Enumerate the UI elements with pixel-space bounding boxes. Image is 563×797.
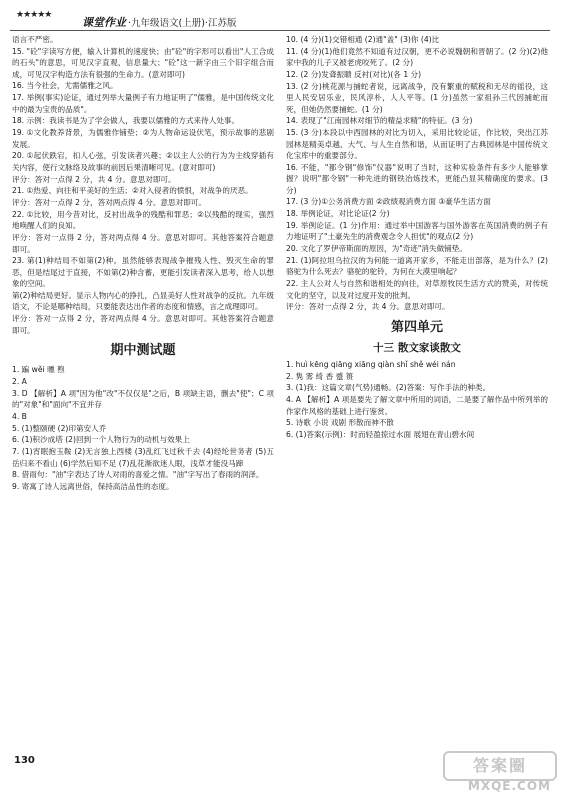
answer-line: 2. A [12,376,27,386]
answer-line: 21. ①热爱、向往和平美好的生活；②对入侵者的愤恨，对战争的厌恶。 [12,186,253,196]
answer-line: 23. 第(1)种结局不如第(2)种。虽然能够表现战争摧残人性、毁灭生命的罪恶，但是结尾过于直接，不如第(2)种含蓄，更能引发读者深入思考，给人以想象的空间。 [12,256,274,289]
answer-line: 5. 诗歌 小说 戏剧 形散而神不散 [286,418,395,428]
answer-line: 19. 举例论证。(1 分)作用：通过举中国游客与国外游客在英国消费的例子有力地证明了"土豪先生的消费观念令人担忧"的观点(2 分) [286,221,548,242]
answer-line: 16. 当今社会，尤需儒雅之风。 [12,81,118,91]
answer-line: 8. 借雨句："油"字表达了诗人对雨的喜爱之情。"油"字写出了春雨的润泽。 [12,470,264,480]
answer-line: 14. 表现了"江南园林对细节的精益求精"的特征。(3 分) [286,116,473,126]
answer-line: 评分：答对一点得 2 分，答对两点得 4 分。意思对即可。其他答案符合题意即可。 [12,233,274,254]
right-column [286,34,548,441]
answer-line: 12. (2 分)发聋振聩 反衬(对比)(各 1 分) [286,70,422,79]
answer-line: 22. ①比较，用今昔对比，反衬出战争的残酷和罪恶；②以残酷的现实，强烈地唤醒人们的良知。 [12,210,274,231]
answer-line: 第(2)种结局更好。显示人物内心的挣扎，凸显美好人性对战争的反抗。九年级语文，不论是哪种结局，只要能表达出作者的态度和情感，言之成理即可。 [12,291,274,312]
answer-line: 17. 举例(事实)论证，通过列举大量例子有力地证明了"儒雅，是中国传统文化中的最为宝贵的品质"。 [12,93,274,114]
answer-line: 语言不严密。 [12,35,58,44]
answer-line: 4. B [12,411,27,421]
answer-line: 3. D 【解析】A 项"因为他"改"不仅仅是"之后，B 项缺主语，删去"使"；C 项的"对象"和"面向"不宜并存 [12,388,274,410]
answer-line: 15. (3 分)本段以中西园林的对比为切入，采用比较论证，作比较，突出江苏园林是精美卓越、大气、与人生自然和谐，从而证明了古典园林是中国传统文化宝库中的重要部分。 [286,128,548,161]
answer-line: 评分：答对一点得 2 分，共 4 分。意思对即可。 [12,174,176,184]
answer-line: 20. 文化了罗伊帝斯面的原因，为"奇迹"消失做铺垫。 [286,244,467,254]
answer-line: 16. 不能，"都令钢"修饰"仪器"说明了当时，这种实验条件有多少人能够掌握？说明"都令钢"一种先进的钢铁冶炼技术，更能凸显其精确度的要求。(3 分) [286,162,548,195]
star-decoration-icon: ★★★★★ [16,10,52,20]
lesson-heading: 十三 散文家谈散文 [373,341,461,354]
answer-line: 2. 隽 雾 绮 香 蹙 篑 [286,371,354,381]
answer-line: 6. (1)积沙成塔 (2)回到一个人物行为的动机与效果上 [12,435,190,445]
answer-line: 19. ①文化教养背景，为儒雅作铺垫；②为人物命运设伏笔，预示故事的悲剧发展。 [12,128,274,149]
watermark-brand: 答案圈 [443,751,557,781]
header-rule [10,30,550,31]
answer-line: 6. (1)答案(示例)：时而轻盈掠过水面 展翅在青山碧水间 [286,430,475,440]
answer-line: 评分：答对一点得 2 分，答对两点得 4 分。意思对即可。 [12,198,206,208]
answer-line: 13. (2 分)桃花源与捕蛇者说，远离战争，没有繁重的赋税和无尽的徭役，这里人民安居乐业，民风淳朴，人人平等。(1 分)虽然一家祖孙三代因捕蛇而死，但她仍然要捕蛇。(1 分) [286,81,548,114]
answer-line: 22. 主人公对人与自然和谐相处的向往，对草原牧民生活方式的赞美，对传统文化的坚守，以及对过度开发的批判。 [286,279,548,300]
series-title: 课堂作业 [82,16,126,29]
unit4-heading: 第四单元 [390,319,443,335]
midterm-heading: 期中测试题 [110,343,176,359]
book-subtitle: ·九年级语文(上册)·江苏版 [128,18,237,29]
answer-line: 21. (1)阿拉坦乌拉汉的为何能一道离开家乡，不能走出部落，是为什么？(2)骆驼为什么死去？骆驼的驼铃，为何在大漠里响起？ [286,256,548,277]
answer-line: 9. 寄寓了诗人远离世俗，保持高洁品性的态度。 [12,482,174,492]
answer-line: 5. (1)整颐硬 (2)印第安人乔 [12,423,107,433]
left-column [12,34,274,493]
watermark-logo [439,751,557,795]
answer-line: 评分：答对一点得 2 分，答对两点得 4 分。意思对即可。其他答案符合题意即可。 [12,314,274,335]
answer-line: 20. ①起伏跌宕，扣人心弦，引发读者兴趣；②以主人公的行为为主线穿插有关内容，使行文脉络及故事的前因后果清晰可见。(意对即可) [12,151,274,172]
answer-line: 4. A 【解析】A 项是要先了解文章中所用的词语，二是要了解作品中所列举的作家作风格的基础上进行鉴赏。 [286,395,548,416]
answer-line: 10. (4 分)(1)交错相通 (2)通"盖" (3)你 (4)比 [286,35,440,44]
answer-line: 15. "砼"字读写方便，输入计算机的速度快；由"砼"的字形可以看出"人工合成的石头"的意思，可见汉字直观，信息量大；"砼"这一新字由三个旧字组合而成，可见汉字构造方法有很强的生命力。(意对即可) [12,46,274,79]
answer-line: 18. 示例：我读书是为了学会做人，我要以儒雅的方式来待人处事。 [12,116,240,126]
answer-line: 1. huì kēng qiāng xiāng qiàn shǐ shě wéi nán [286,359,456,369]
page-header [10,8,550,34]
answer-line: 7. (1)宵眠抱玉鞍 (2)无言独上西楼 (3)乱红飞过秋千去 (4)经纶世务者 (5)五岳归来不看山 (6)学然后知不足 (7)乱花渐欲迷人眼，浅草才能没马蹄 [12,447,274,468]
answer-line: 1. 蹁 wěi 曛 煦 [12,365,65,375]
answer-line: 17. (3 分)①公务消费方面 ②政绩观消费方面 ③豪华生活方面 [286,197,491,207]
watermark-url: MXQE.COM [467,779,551,793]
answer-line: 18. 举例论证，对比论证(2 分) [286,209,390,219]
answer-line: 3. (1)我：这篇文章(气势)通畅。(2)答案：写作手法的种类。 [286,383,491,393]
answer-line: 评分：答对一点得 2 分，共 4 分。意思对即可。 [286,302,450,312]
answer-line: 11. (4 分)(1)他们竟然不知道有过汉朝，更不必说魏朝和晋朝了。(2 分)(2)他家中我的儿子又被老虎咬死了。(2 分) [286,46,548,68]
page-number: 130 [14,755,35,766]
